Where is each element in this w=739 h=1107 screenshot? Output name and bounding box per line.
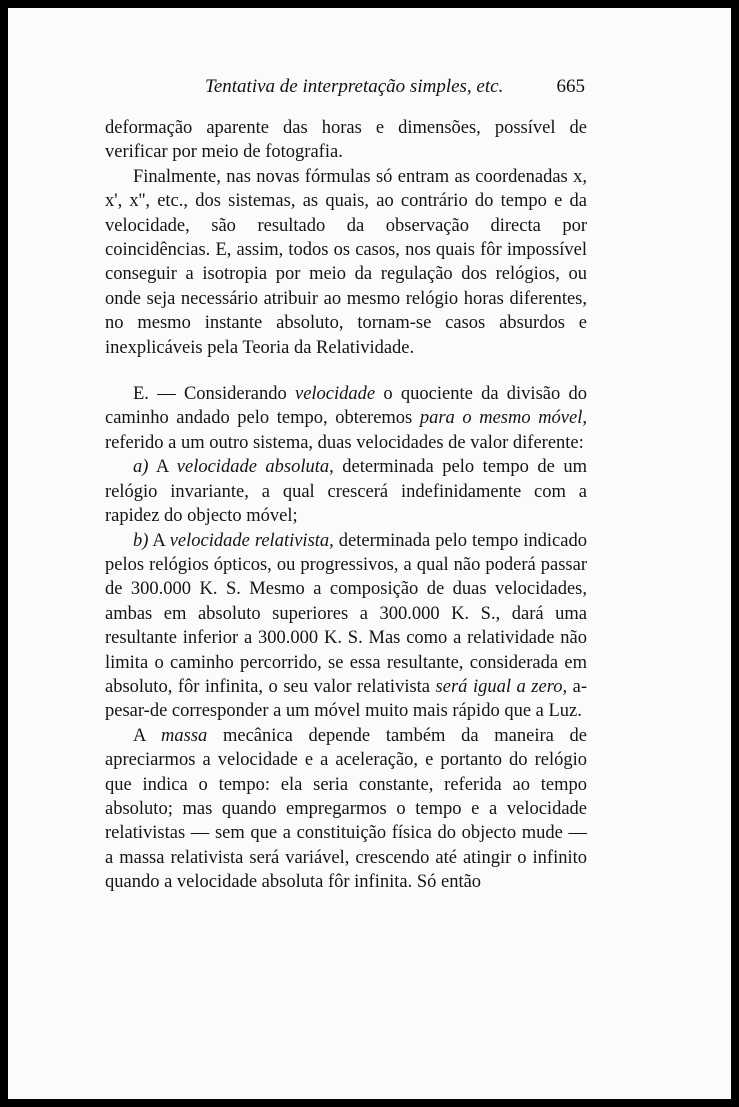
term-velocidade: velocidade	[294, 384, 376, 405]
paragraph-continuation: deformação aparente das horas e dimensões, possível de verificar por meio de fotografia.	[105, 118, 587, 163]
book-page	[8, 8, 731, 1099]
list-item-b: b) A velocidade relativista, determinada pelo tempo indicado pelos relógios ópticos, ou progressivos, a qual não poderá passar de 300.000 K. S. Mesmo a composição de duas velocidades, ambas em absoluto superiores a 300.000 K. S., dará uma resultante inferior a 300.000 K. S. Mas como a relatividade não limita o caminho percorrido, se essa resultante, considerada em absoluto, fôr infinita, o seu valor relativista será igual a zero, a-pesar-de corresponder a um móvel muito mais rápido que a Luz.	[105, 530, 587, 722]
emphasis-igual-zero: será igual a zero,	[435, 676, 568, 697]
term-velocidade-absoluta: velocidade absoluta,	[176, 457, 334, 478]
paragraph-finalmente: Finalmente, nas novas fórmulas só entram as coordenadas x, x', x'', etc., dos sistemas, as quais, ao contrário do tempo e da velocidade, são resultado da observação directa por coincidências. E, assim, todos os casos, nos quais fôr impossível conseguir a isotropia por meio da regulação dos relógios, ou onde seja necessário atribuir ao mesmo relógio horas diferentes, no mesmo instante absoluto, tornam-se casos absurdos e inexplicáveis pela Teoria da Relatividade.	[105, 166, 587, 358]
term-massa: massa	[161, 725, 208, 746]
paragraph-section-e: E. — Considerando velocidade o quociente da divisão do caminho andado pelo tempo, obteremos para o mesmo móvel, referido a um outro sistema, duas velocidades de valor diferente:	[105, 384, 587, 453]
item-marker-b: b)	[133, 530, 149, 551]
paragraph-massa: A massa mecânica depende também da maneira de apreciarmos a velocidade e a aceleração, e portanto do relógio que indica o tempo: ela seria constante, referida ao tempo absoluto; mas quando empregarmos o tempo e a velocidade relativistas — sem que a constituição física do objecto mude — a massa relativista será variável, crescendo até atingir o infinito quando a velocidade absoluta fôr infinita. Só então	[105, 725, 587, 893]
item-marker-a: a)	[133, 457, 149, 478]
body-text	[105, 116, 587, 895]
term-velocidade-relativista: velocidade relativista,	[169, 530, 334, 551]
emphasis-mesmo-movel: para o mesmo móvel,	[419, 408, 587, 429]
list-item-a: a) A velocidade absoluta, determinada pelo tempo de um relógio invariante, a qual crescerá indefinidamente com a rapidez do objecto móvel;	[105, 457, 587, 527]
running-title: Tentativa de interpretação simples, etc.	[205, 76, 504, 97]
page-number: 665	[556, 76, 585, 97]
